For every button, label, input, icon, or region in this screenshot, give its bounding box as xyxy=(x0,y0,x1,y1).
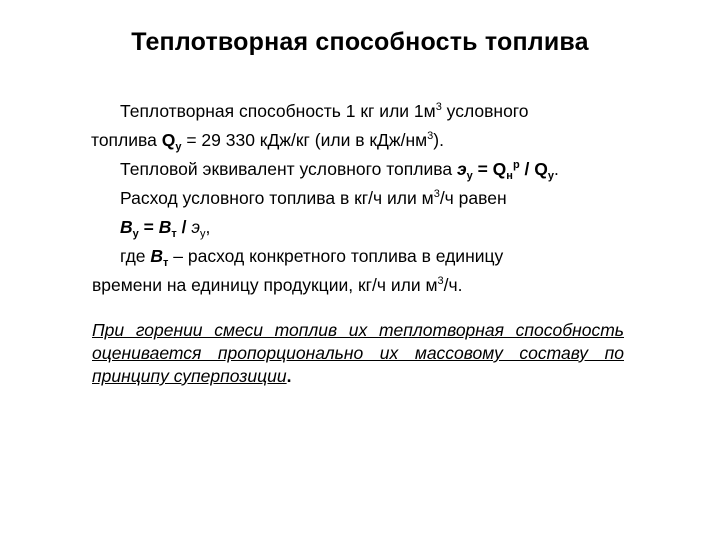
symbol-b: В xyxy=(158,217,172,237)
text: времени на единицу продукции, кг/ч или м xyxy=(92,275,438,295)
text: , xyxy=(205,217,211,237)
subscript: у xyxy=(466,170,473,182)
text: = 29 330 кДж/кг (или в кДж/нм xyxy=(181,130,428,150)
subscript: у xyxy=(175,141,182,153)
text: топлива xyxy=(91,130,162,150)
subscript: т xyxy=(171,228,177,240)
superscript: р xyxy=(512,159,520,171)
paragraph-mixture xyxy=(92,319,624,388)
underlined-text: При горении смеси топлив их теплотворная способность оценивается пропорционально их массовому составу по принципу суперпозиции xyxy=(92,320,624,386)
text: условного xyxy=(441,101,529,121)
symbol-b: В xyxy=(150,246,164,266)
subscript: н xyxy=(506,170,513,182)
text: /ч равен xyxy=(439,188,507,208)
text: . xyxy=(286,366,292,386)
text: ). xyxy=(433,130,444,150)
text: Тепловой эквивалент условного топлива xyxy=(120,159,457,179)
text: . xyxy=(554,159,559,179)
subscript: у xyxy=(132,228,139,240)
symbol-e: э xyxy=(456,159,467,179)
line-where xyxy=(92,242,632,271)
symbol-q: Q xyxy=(161,130,176,150)
slide-body xyxy=(92,97,632,300)
symbol-e: э xyxy=(191,217,200,237)
text: – расход конкретного топлива в единицу xyxy=(168,246,504,266)
formula-part: = xyxy=(138,217,159,237)
line-qy-value xyxy=(91,126,632,155)
text: где xyxy=(120,246,151,266)
line-equivalent xyxy=(92,155,632,184)
symbol-b: B xyxy=(120,217,133,237)
superscript: 3 xyxy=(433,188,440,200)
superscript: 3 xyxy=(437,275,444,287)
text: Теплотворная способность 1 кг или 1м xyxy=(120,101,436,121)
formula-part: / xyxy=(176,217,192,237)
formula-part: = Q xyxy=(472,159,507,179)
subscript: т xyxy=(163,257,169,269)
superscript: 3 xyxy=(435,101,442,113)
formula-part: / Q xyxy=(519,159,548,179)
slide-title: Теплотворная способность топлива xyxy=(131,28,589,56)
superscript: 3 xyxy=(427,130,434,142)
line-formula-b xyxy=(92,213,632,242)
text: /ч. xyxy=(443,275,463,295)
subscript: у xyxy=(199,228,206,240)
subscript: у xyxy=(547,170,555,182)
text: Расход условного топлива в кг/ч или м xyxy=(120,188,434,208)
line-consumption xyxy=(92,184,632,213)
line-heat-capacity xyxy=(92,97,632,126)
line-units xyxy=(92,271,632,300)
